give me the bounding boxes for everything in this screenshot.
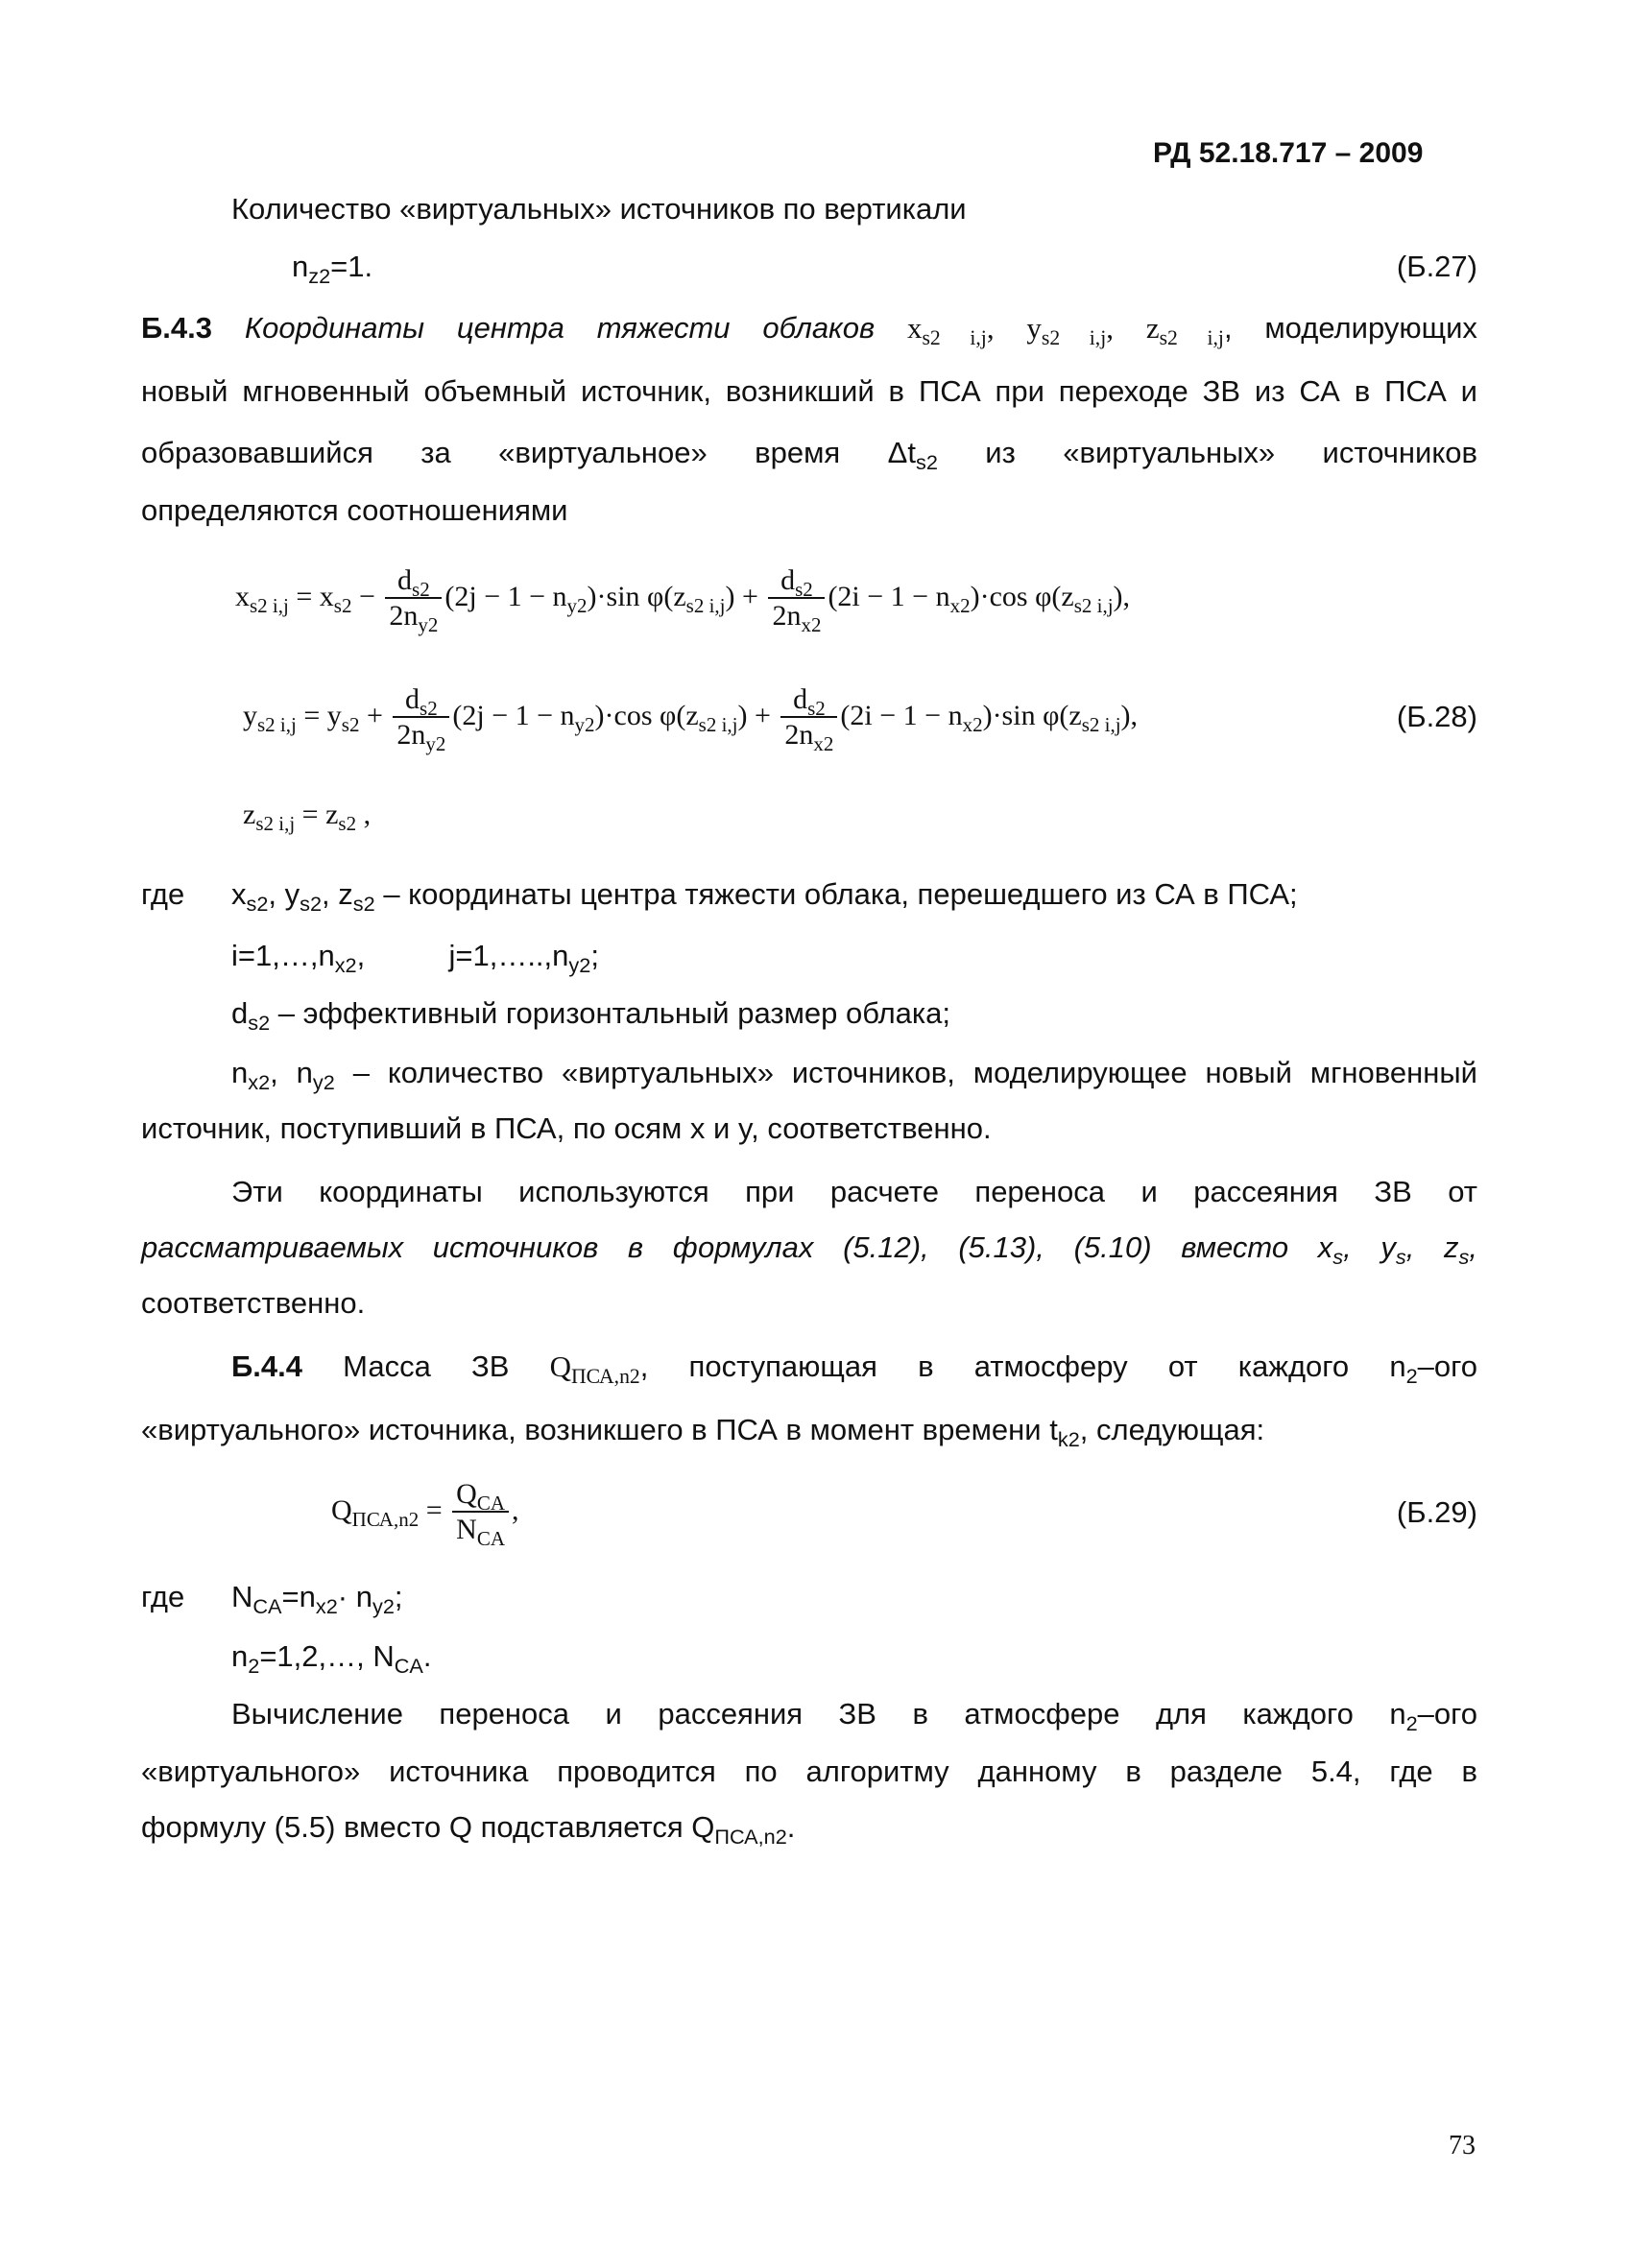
usage-line1: Эти координаты используются при расчете переноса и рассеяния ЗВ от: [231, 1175, 1477, 1208]
equation-number-b28: (Б.28): [1396, 700, 1477, 733]
usage-line3: соответственно.: [141, 1286, 366, 1320]
intro-line: Количество «виртуальных» источников по вертикали: [231, 192, 967, 226]
where-label-2: где: [141, 1580, 185, 1613]
usage-line2: рассматриваемых источников в формулах (5.12), (5.13), (5.10) вместо $x_s$, $y_s$, $z_s$,: [141, 1230, 1477, 1270]
equation-number-b27: (Б.27): [1396, 250, 1477, 283]
section-b43-line3: образовавшийся за «виртуальное» время $\Delta t_{s2}$ из «виртуальных» источников: [141, 436, 1477, 475]
page-number: 73: [1449, 2131, 1476, 2161]
equation-b28-y: $y_{s2 i,j} = y_{s2}$ + $\frac{d_{s2}}{2n_{y2}}$ $(2j - 1 - n_{y2})\cdot\cos$ $\varphi(z_{s2 i,j})$ + $\frac{d_{s2}}{2n_{x2}}$ $(2i - 1 - n_{x2})\cdot\sin$ $\varphi(z_{s2 i,j})$,: [243, 683, 1139, 755]
where2-line2: $n_2=1,2,\dots$, $N_{CA}$.: [231, 1639, 432, 1679]
where1-line5: источник, поступивший в ПСА, по осям x и y, соответственно.: [141, 1111, 992, 1145]
document-code: РД 52.18.717 – 2009: [1153, 137, 1424, 169]
equation-b27: $n_{z2}=1$.: [292, 250, 373, 289]
section-b44-line1: Б.4.4 Масса ЗВ $Q_{ПСА,n2}$, поступающая в атмосферу от каждого $n_2$–ого: [231, 1349, 1478, 1389]
equation-number-b29: (Б.29): [1396, 1495, 1477, 1529]
where1-line3: $d_{s2}$ – эффективный горизонтальный размер облака;: [231, 996, 951, 1036]
equation-b28-z: $z_{s2 i,j} = z_{s2}$ ,: [243, 799, 372, 835]
equation-b28-x: $x_{s2 i,j} = x_{s2}$ − $\frac{d_{s2}}{2n_{y2}}$ $(2j - 1 - n_{y2})\cdot\sin$ $\varphi(z_{s2 i,j})$ + $\frac{d_{s2}}{2n_{x2}}$ $(2i - 1 - n_{x2})\cdot\cos$ $\varphi(z_{s2 i,j})$,: [235, 564, 1131, 636]
compute-line2: «виртуального» источника проводится по алгоритму данному в разделе 5.4, где в: [141, 1755, 1477, 1788]
equation-b29: $Q_{ПСА,n2}$ = $\frac{Q_{CA}}{N_{CA}}$ ,: [331, 1478, 519, 1550]
where1-line4: $n_{x2}$, $n_{y2}$ – количество «виртуальных» источников, моделирующее новый мгновенный: [231, 1056, 1477, 1095]
where2-line1: $N_{CA}=n_{x2}\cdot n_{y2}$;: [231, 1580, 403, 1619]
where-label-1: где: [141, 877, 185, 911]
compute-line3: формулу (5.5) вместо Q подставляется $Q_{ПСА,n2}$.: [141, 1810, 796, 1850]
compute-line1: Вычисление переноса и рассеяния ЗВ в атмосфере для каждого $n_2$–ого: [231, 1697, 1477, 1736]
where1-line1: $x_{s2}$, $y_{s2}$, $z_{s2}$ – координаты центра тяжести облака, перешедшего из СА в ПСА;: [231, 877, 1298, 917]
section-b43-line1: Б.4.3 Координаты центра тяжести облаков $x_{s2 i,j}$, $y_{s2 i,j}$, $z_{s2 i,j}$, моделирующих: [141, 311, 1477, 350]
section-b43-line4: определяются соотношениями: [141, 493, 568, 527]
section-b43-line2: новый мгновенный объемный источник, возникший в ПСА при переходе ЗВ из СА в ПСА и: [141, 374, 1477, 408]
section-b44-line2: «виртуального» источника, возникшего в ПСА в момент времени $t_{k2}$, следующая:: [141, 1413, 1265, 1452]
where1-line2: $i=1,\dots,n_{x2}$, $j=1,\dots..,n_{y2}$;: [231, 939, 599, 978]
